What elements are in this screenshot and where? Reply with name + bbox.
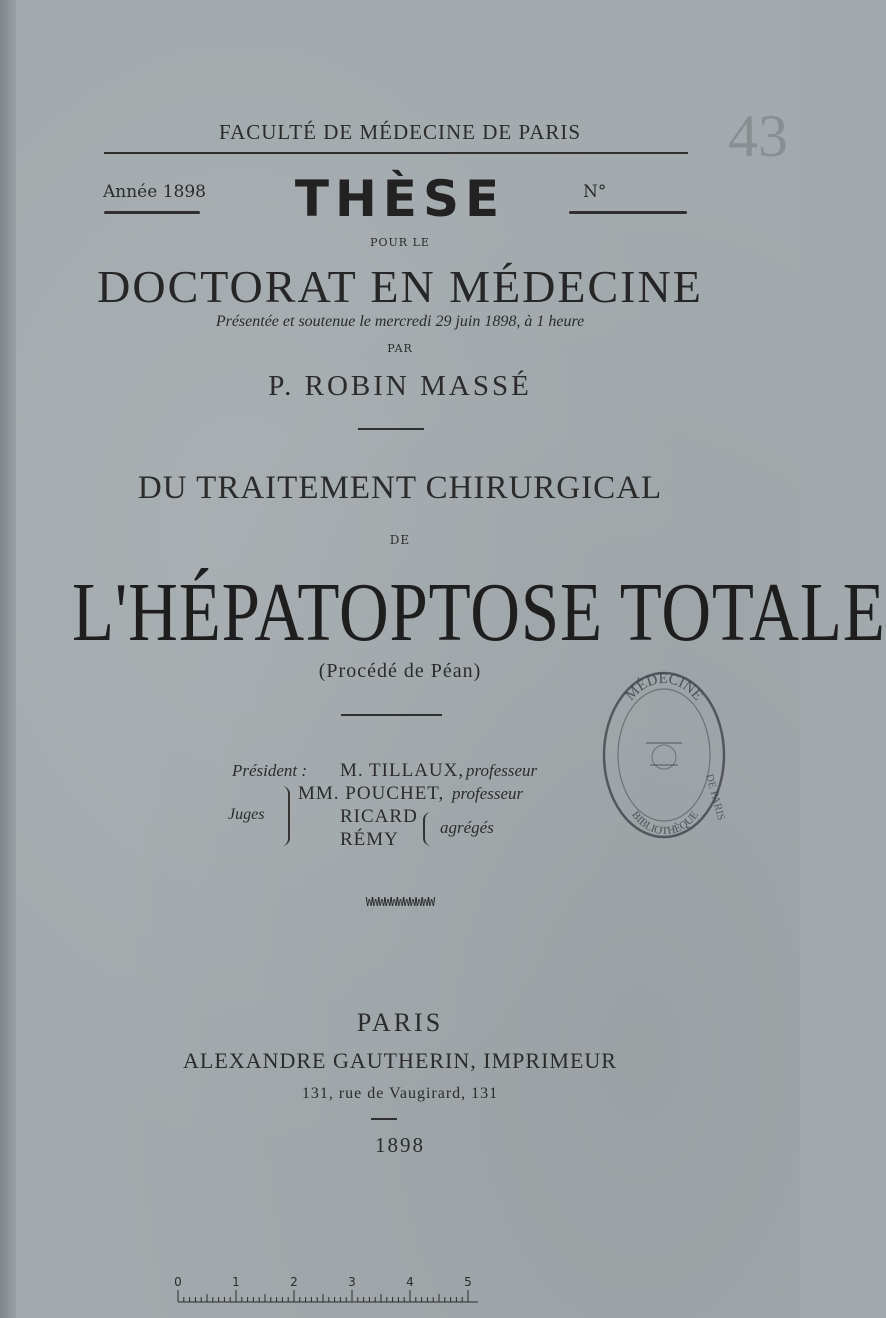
- zigzag-ornament: WWWWWWWWWWW: [365, 895, 435, 909]
- measurement-scale: [170, 1272, 490, 1308]
- scale-label-3: 3: [348, 1275, 356, 1289]
- year-label: Année 1898: [103, 182, 206, 202]
- imprint-address: 131, rue de Vaugirard, 131: [301, 1085, 499, 1102]
- stamp-text-bottom: BIBLIOTHÈQUE: [629, 809, 701, 838]
- defense-date: Présentée et soutenue le mercredi 29 juin 1898, à 1 heure: [215, 313, 585, 330]
- pour-le-label: POUR LE: [370, 236, 430, 249]
- imprint-rule: [371, 1118, 397, 1120]
- number-rule: [569, 211, 687, 214]
- these-title: THÈSE: [294, 170, 506, 228]
- imprint-year: 1898: [375, 1133, 425, 1157]
- faculty-heading: FACULTÉ DE MÉDECINE DE PARIS: [218, 120, 582, 144]
- judge-1-name: MM. POUCHET,: [298, 783, 445, 804]
- scale-label-1: 1: [232, 1275, 240, 1289]
- svg-text:BIBLIOTHÈQUE: [629, 809, 701, 837]
- scale-label-0: 0: [174, 1275, 182, 1289]
- library-stamp: [598, 665, 730, 843]
- president-label: Président :: [232, 761, 308, 780]
- scale-ticks: [178, 1290, 468, 1302]
- judge-2-name: RICARD: [340, 806, 418, 827]
- separator-rule: [358, 428, 424, 430]
- thesis-title-line1: DU TRAITEMENT CHIRURGICAL: [137, 470, 663, 506]
- author-name: P. ROBIN MASSÉ: [268, 370, 532, 402]
- par-label: PAR: [387, 342, 413, 355]
- imprint-printer: ALEXANDRE GAUTHERIN, IMPRIMEUR: [183, 1048, 617, 1073]
- stamp-text-right: DE PARIS: [703, 772, 728, 822]
- number-label: N°: [583, 182, 607, 202]
- doctorat-heading: DOCTORAT EN MÉDECINE: [97, 261, 703, 312]
- thesis-title-de: DE: [389, 533, 411, 547]
- scale-label-2: 2: [290, 1275, 298, 1289]
- judge-3-name: RÉMY: [340, 829, 399, 850]
- top-rule: [104, 152, 688, 154]
- judge-1-title: professeur: [452, 784, 524, 803]
- president-name: M. TILLAUX,: [340, 760, 465, 781]
- scale-label-5: 5: [464, 1275, 472, 1289]
- svg-text:MÉDECINE: [622, 671, 705, 704]
- imprint-city: PARIS: [356, 1008, 444, 1037]
- corner-handwritten-mark: 43: [728, 103, 788, 169]
- agreges-label: agrégés: [440, 818, 494, 837]
- separator-rule-2: [341, 714, 442, 716]
- judges-label: Juges: [228, 806, 265, 823]
- stamp-text-top: MÉDECINE: [622, 670, 706, 704]
- scale-label-4: 4: [406, 1275, 414, 1289]
- thesis-title-line2: L'HÉPATOPTOSE TOTALE: [72, 566, 886, 659]
- agreges-brace: [423, 812, 435, 846]
- procedure-subtitle: (Procédé de Péan): [318, 660, 482, 682]
- judges-brace: [276, 786, 290, 846]
- president-title: professeur: [466, 761, 538, 780]
